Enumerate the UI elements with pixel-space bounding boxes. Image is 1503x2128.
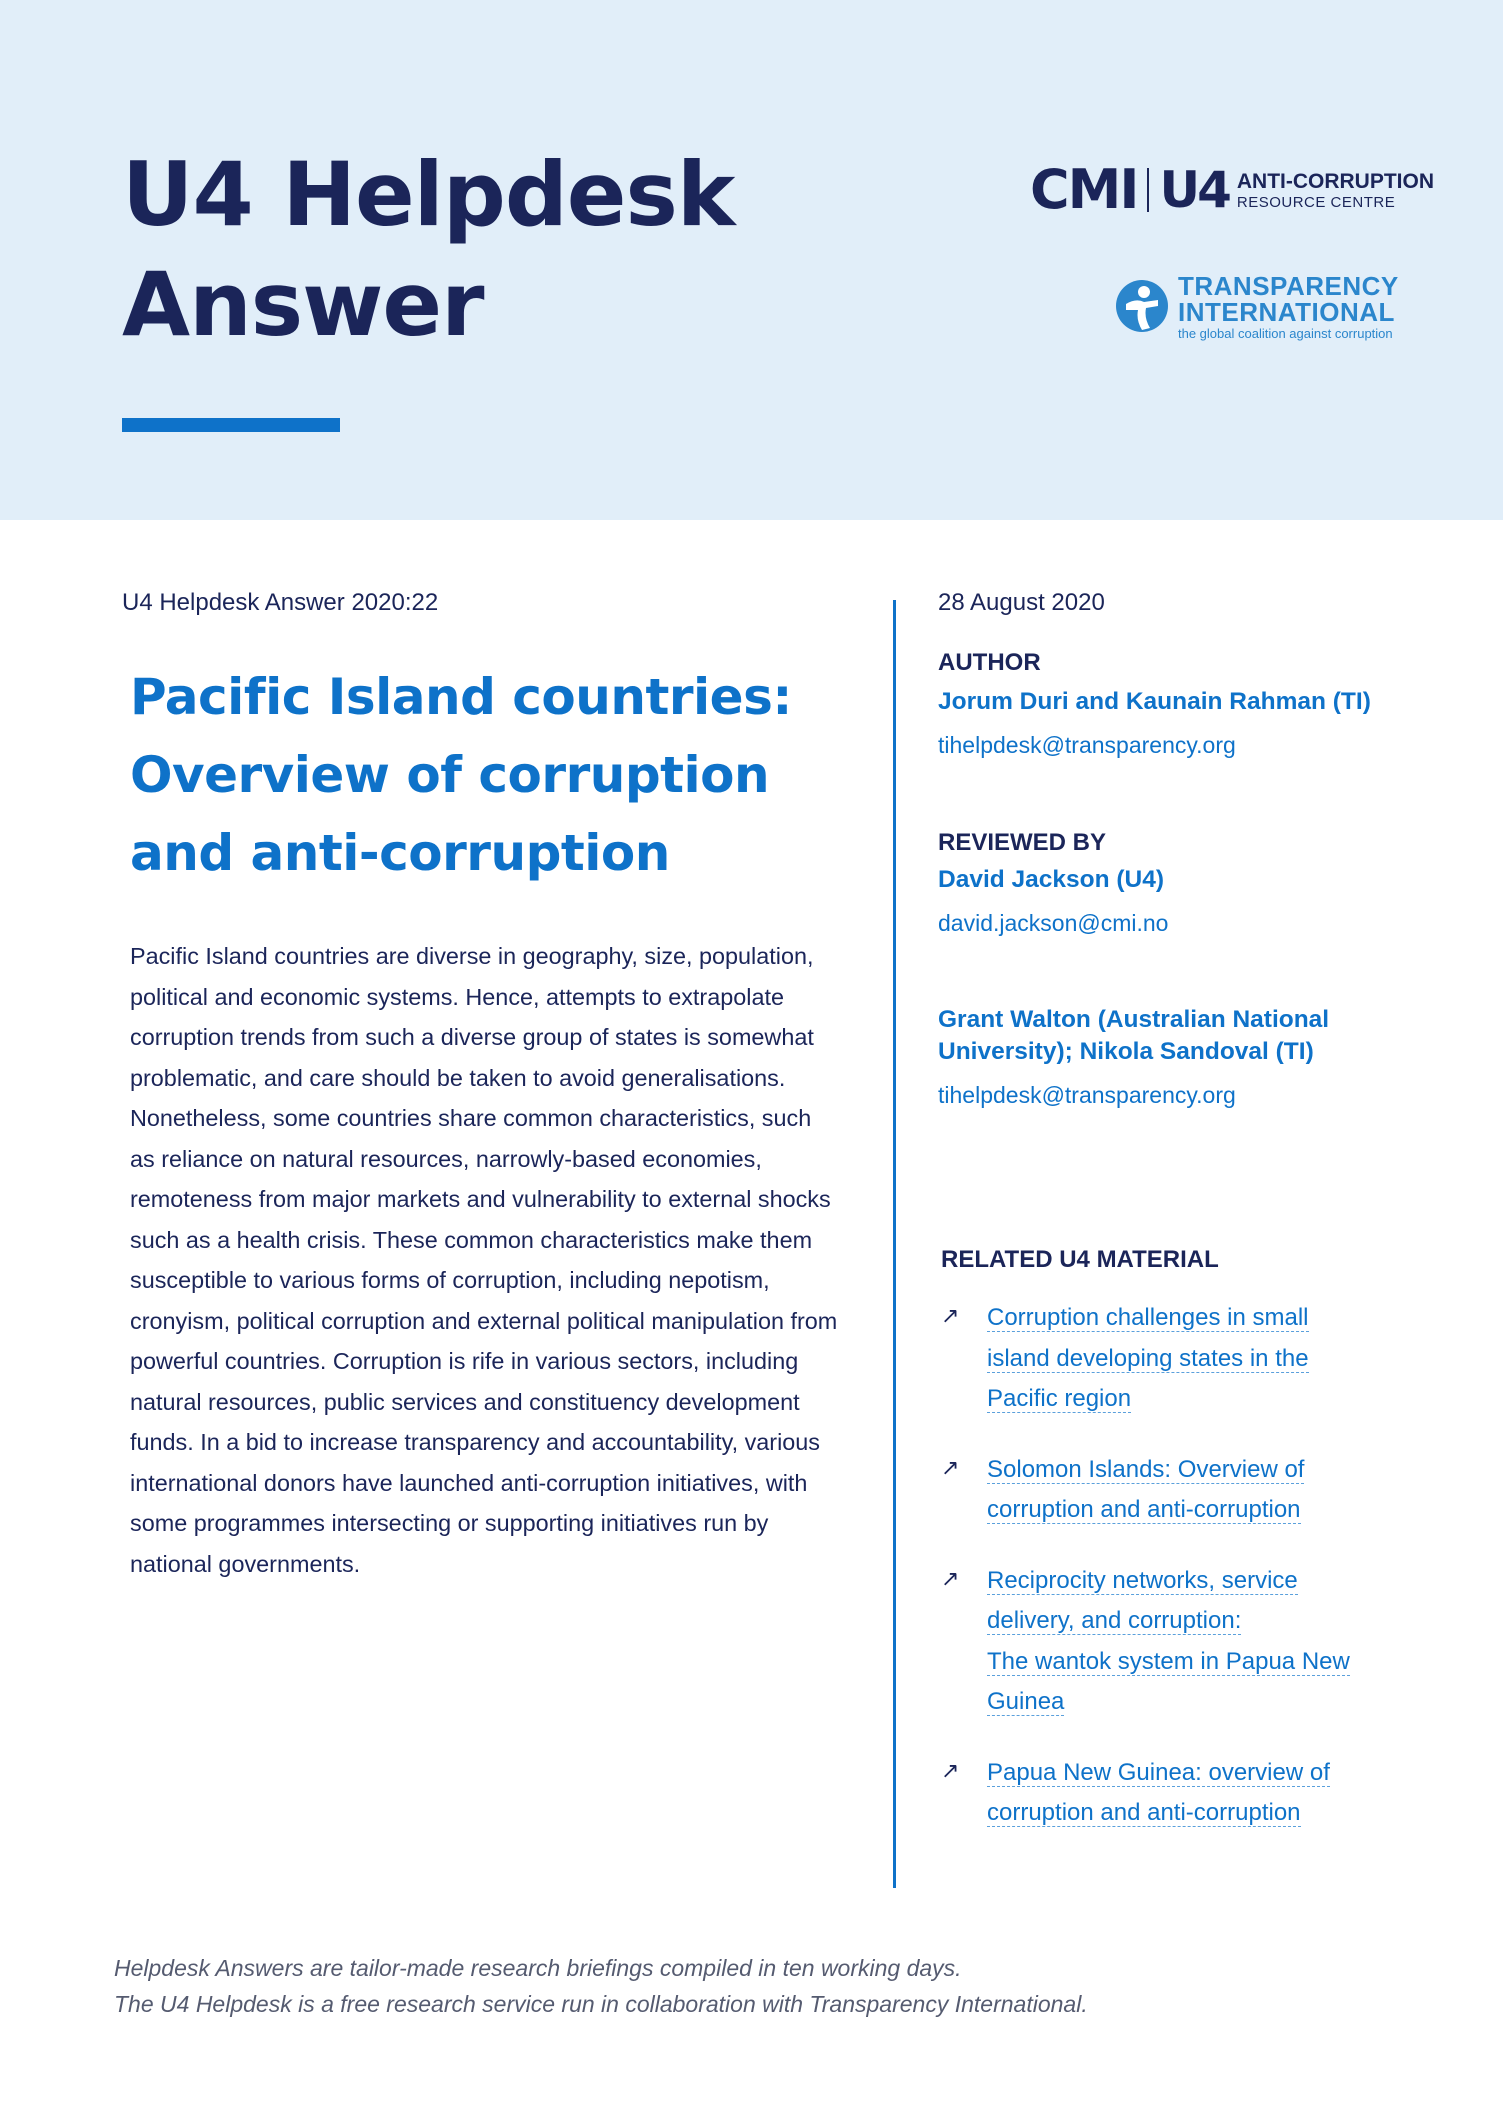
ti-logo-words: [1178, 270, 1399, 341]
header-banner: [0, 0, 1503, 520]
external-link-arrow-icon: ↗: [941, 1304, 960, 1329]
ti-globe-icon: [1114, 278, 1170, 334]
cmi-logo-text: CMI: [1030, 158, 1138, 221]
meta-column: [938, 586, 1398, 1112]
reviewed-by-label: REVIEWED BY: [938, 829, 1107, 856]
related-link-line: Corruption challenges in small: [987, 1304, 1309, 1331]
related-link-line: corruption and anti-corruption: [987, 1496, 1301, 1523]
reviewer1-name: David Jackson (U4): [938, 866, 1165, 893]
external-link-arrow-icon: ↗: [941, 1455, 960, 1481]
related-item[interactable]: [941, 1450, 1401, 1531]
main-column: [122, 586, 842, 1584]
u4-logo-text: U4: [1159, 161, 1229, 219]
related-link-line: Reciprocity networks, service: [987, 1566, 1298, 1594]
logo-separator: [1147, 168, 1149, 212]
reviewer2-name: Grant Walton (Australian National University); Nikola Sandoval (TI): [938, 1006, 1330, 1065]
column-divider: [893, 600, 896, 1888]
related-link-line: Pacific region: [987, 1385, 1132, 1412]
document-reference: U4 Helpdesk Answer 2020:22: [122, 589, 439, 616]
related-item[interactable]: [941, 1561, 1401, 1723]
author-email[interactable]: tihelpdesk@transparency.org: [938, 732, 1236, 758]
related-link-line: island developing states in the: [987, 1344, 1309, 1372]
title-accent-bar: [122, 418, 340, 432]
related-material-label: RELATED U4 MATERIAL: [941, 1246, 1219, 1273]
acrc-line1: ANTI-CORRUPTION: [1236, 169, 1435, 193]
ti-line1: TRANSPARENCY: [1178, 270, 1399, 301]
footer-note: [114, 1950, 1088, 2022]
reviewer1-email[interactable]: david.jackson@cmi.no: [938, 910, 1169, 936]
reviewer2-email[interactable]: tihelpdesk@transparency.org: [938, 1082, 1236, 1108]
related-link-line: Solomon Islands: Overview of: [987, 1455, 1305, 1483]
related-link-line: corruption and anti-corruption: [987, 1799, 1301, 1826]
related-item[interactable]: [941, 1298, 1401, 1420]
ti-line2: INTERNATIONAL: [1178, 296, 1395, 327]
related-link-line: The wantok system in Papua New: [987, 1647, 1350, 1675]
page-title-line1: U4 Helpdesk: [122, 143, 735, 246]
related-link[interactable]: [987, 1304, 1309, 1413]
transparency-international-logo[interactable]: [1114, 270, 1399, 341]
external-link-arrow-icon: ↗: [941, 1566, 960, 1592]
acrc-line2: RESOURCE CENTRE: [1236, 193, 1396, 211]
cmi-u4-logo[interactable]: [1030, 160, 1434, 220]
publication-date: 28 August 2020: [938, 589, 1105, 616]
related-link[interactable]: [987, 1456, 1304, 1525]
page-title-line2: Answer: [122, 253, 484, 356]
acrc-logo-words: [1237, 171, 1434, 210]
page-title: [122, 140, 734, 360]
related-item[interactable]: [941, 1753, 1401, 1834]
ti-tagline: the global coalition against corruption: [1178, 325, 1393, 341]
document-title: Pacific Island countries: Overview of corruption and anti-corruption: [130, 668, 792, 882]
related-link[interactable]: [987, 1759, 1330, 1828]
external-link-arrow-icon: ↗: [941, 1758, 960, 1784]
related-link-line: Papua New Guinea: overview of: [987, 1758, 1330, 1786]
document-abstract: Pacific Island countries are diverse in geography, size, population, political and economic systems. Hence, attempts to extrapolate corruption trends from such a diverse group of states is somewhat problematic, and care should be taken to avoid generalisations. Nonetheless, some countries share common characteristics, such as reliance on natural resources, narrowly-based economies, remoteness from major markets and vulnerability to external shocks such as a health crisis. These common characteristics make them susceptible to various forms of corruption, including nepotism, cronyism, political corruption and external political manipulation from powerful countries. Corruption is rife in various sectors, including natural resources, public services and constituency development funds. In a bid to increase transparency and accountability, various international donors have launched anti-corruption initiatives, with some programmes intersecting or supporting initiatives run by national governments.: [130, 943, 838, 1577]
related-link[interactable]: [987, 1567, 1350, 1717]
footer-line2: The U4 Helpdesk is a free research service run in collaboration with Transparency International.: [114, 1991, 1088, 2017]
related-material-list: [941, 1298, 1401, 1864]
author-label: AUTHOR: [938, 649, 1041, 676]
footer-line1: Helpdesk Answers are tailor-made research briefings compiled in ten working days.: [114, 1955, 962, 1981]
author-name: Jorum Duri and Kaunain Rahman (TI): [938, 688, 1371, 715]
related-link-line: delivery, and corruption:: [987, 1607, 1242, 1634]
related-link-line: Guinea: [987, 1688, 1065, 1715]
